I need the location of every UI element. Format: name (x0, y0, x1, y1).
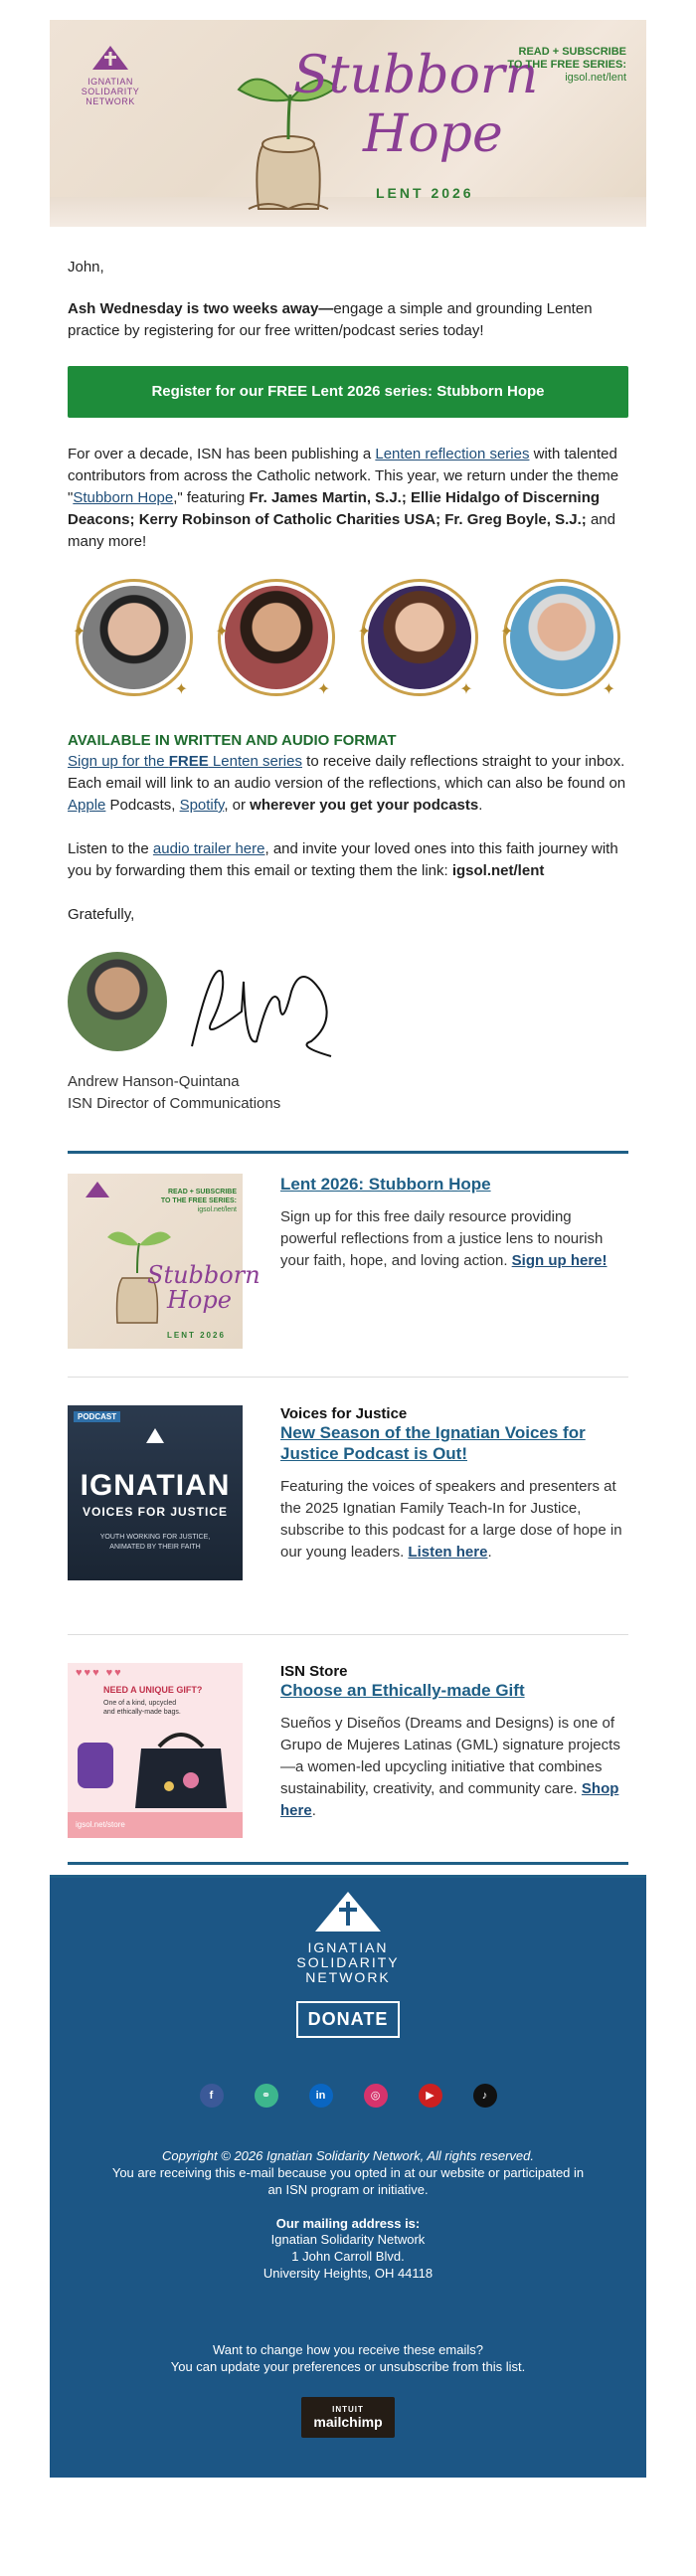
availability-end: . (478, 797, 483, 814)
para2-text-a: For over a decade, ISN has been publishing a (68, 446, 376, 462)
linkedin-icon[interactable]: in (309, 2084, 333, 2108)
store-thumb-footer: igsol.net/store (68, 1812, 243, 1838)
sparkle-icon: ✦ (73, 624, 87, 641)
svg-text:LENT 2026: LENT 2026 (167, 1331, 226, 1340)
footer (50, 1875, 646, 2478)
wherever-podcasts: wherever you get your podcasts (250, 797, 479, 814)
update-preferences-link[interactable]: You can update your preferences or unsubscribe from this list. (170, 2359, 526, 2374)
org-line-3: NETWORK (86, 96, 135, 106)
svg-text:Hope: Hope (167, 1286, 232, 1314)
listen-text-b: , and invite your loved ones into this faith journey with you by forwarding them this email or texting them the link: (68, 840, 618, 879)
card-kicker: Voices for Justice (280, 1405, 408, 1422)
signup-link-b: Lenten series (208, 753, 302, 770)
tote-bag-icon (129, 1729, 233, 1812)
stubborn-hope-link[interactable]: Stubborn Hope (73, 489, 174, 506)
card-desc-text: Sign up for this free daily resource providing powerful reflections from a justice lens to nourish your faith, hope, and loving action. (280, 1208, 604, 1269)
footer-legal (50, 2147, 646, 2198)
portrait-photo (510, 586, 613, 689)
podcast-subtitle-word: VOICES FOR JUSTICE (82, 1505, 229, 1519)
intuit-label: INTUIT (332, 2405, 364, 2414)
portrait-photo (83, 586, 186, 689)
intro-paragraph (68, 298, 628, 342)
svg-text:READ + SUBSCRIBE: READ + SUBSCRIBE (167, 1189, 237, 1196)
lent-thumbnail-art (68, 1174, 261, 1349)
banner-title-stubborn: Stubborn (293, 46, 539, 105)
sparkle-icon: ✦ (602, 681, 615, 698)
mailing-address (50, 2231, 646, 2282)
portrait-photo (225, 586, 328, 689)
store-thumb-heading: NEED A UNIQUE GIFT? (103, 1685, 203, 1695)
store-thumb-sub: One of a kind, upcycled and ethically-made bags. (103, 1700, 181, 1716)
series-paragraph (68, 444, 628, 553)
author-role: ISN Director of Communications (68, 1095, 281, 1112)
mailchimp-badge[interactable] (301, 2397, 394, 2438)
footer-logo-text[interactable] (50, 1940, 646, 1985)
store-thumbnail[interactable] (68, 1663, 243, 1838)
portrait-photo (368, 586, 471, 689)
share-url: igsol.net/lent (451, 862, 545, 879)
card-desc-text: Featuring the voices of speakers and presenters at the 2025 Ignatian Family Teach-In for Justice, subscribe to this podcast for a large dose of hope in our young leaders. (280, 1478, 622, 1561)
listen-text-a: Listen to the (68, 840, 153, 857)
footer-logo-line-3: NETWORK (305, 1969, 391, 1985)
banner-subscribe-callout[interactable] (507, 46, 626, 85)
para2-text-b: with talented contributors from across the Catholic network. This year, we return under the theme " (68, 446, 619, 506)
promo-card-store (68, 1663, 628, 1838)
card-text (280, 1174, 628, 1349)
isn-cross-icon (313, 1890, 383, 1933)
isn-cross-icon (145, 1427, 165, 1445)
sparkle-icon: ✦ (459, 681, 473, 698)
signup-free-link[interactable] (68, 753, 302, 770)
address-line-1: Ignatian Solidarity Network (270, 2232, 426, 2247)
donate-button[interactable]: DONATE (296, 2001, 401, 2038)
mailchimp-label: mailchimp (313, 2414, 383, 2430)
podcast-tagline: YOUTH WORKING FOR JUSTICE, ANIMATED BY THEIR FAITH (99, 1534, 211, 1551)
availability-text-1: to receive daily reflections straight to your inbox. Each email will link to an audio version of the reflections, which can also be found on (68, 753, 626, 792)
sparkle-icon: ✦ (499, 624, 514, 641)
card-text (280, 1405, 628, 1580)
banner-read-line-2: TO THE FREE SERIES: (507, 59, 626, 71)
para2-text-c: ," featuring (173, 489, 250, 506)
portrait-2 (215, 579, 335, 698)
availability-text-3: , or (224, 797, 251, 814)
podcast-badge: PODCAST (74, 1411, 120, 1422)
lenten-series-link[interactable]: Lenten reflection series (375, 446, 530, 462)
card-desc-end: . (487, 1544, 492, 1561)
paper-texture (50, 197, 646, 227)
email-container (50, 20, 646, 2478)
card-text (280, 1663, 628, 1838)
signup-link-a: Sign up for the (68, 753, 169, 770)
sparkle-icon: ✦ (357, 624, 372, 641)
sparkle-icon: ✦ (174, 681, 188, 698)
banner-title-hope: Hope (363, 104, 503, 164)
tiktok-icon[interactable]: ♪ (473, 2084, 497, 2108)
author-avatar (68, 952, 167, 1051)
sparkle-icon: ✦ (215, 624, 229, 641)
contributor-portraits (73, 579, 620, 698)
link-icon[interactable]: ⚭ (255, 2084, 278, 2108)
podcast-thumbnail[interactable] (68, 1405, 243, 1580)
footer-logo-line-1: IGNATIAN (307, 1939, 389, 1955)
availability-heading: AVAILABLE IN WRITTEN AND AUDIO FORMAT (68, 732, 397, 749)
isn-cross-icon (90, 44, 130, 74)
banner-subtitle: LENT 2026 (376, 185, 474, 201)
address-line-3: University Heights, OH 44118 (262, 2266, 434, 2281)
listen-here-link[interactable]: Listen here (408, 1544, 488, 1561)
signature-block (68, 952, 628, 1061)
card-description (280, 1206, 628, 1272)
apple-podcasts-link[interactable]: Apple (68, 797, 106, 814)
closing: Gratefully, (68, 906, 135, 923)
youtube-icon[interactable]: ▶ (419, 2084, 442, 2108)
svg-text:Stubborn: Stubborn (147, 1261, 261, 1289)
card-divider (68, 1377, 628, 1378)
author-name: Andrew Hanson-Quintana (68, 1073, 240, 1090)
footer-logo-line-2: SOLIDARITY (296, 1954, 400, 1970)
svg-text:TO THE FREE SERIES:: TO THE FREE SERIES: (160, 1197, 237, 1204)
social-links (50, 2084, 646, 2108)
instagram-icon[interactable]: ◎ (364, 2084, 388, 2108)
preferences-text (50, 2341, 646, 2375)
register-button[interactable]: Register for our FREE Lent 2026 series: Stubborn Hope (68, 366, 628, 418)
section-divider (68, 1862, 628, 1865)
greeting: John, (68, 259, 104, 276)
signature-text (68, 1071, 628, 1115)
card-divider (68, 1634, 628, 1635)
audio-trailer-link[interactable]: audio trailer here (152, 840, 265, 857)
header-banner[interactable] (50, 20, 646, 227)
change-line-1: Want to change how you receive these emails? (213, 2342, 483, 2357)
sparkle-icon: ✦ (316, 681, 331, 698)
card-description (280, 1713, 628, 1822)
portrait-3 (357, 579, 478, 698)
promo-card-podcast (68, 1405, 628, 1580)
availability-paragraph (68, 751, 628, 817)
intro-rest: engage a simple and grounding Lenten practice by registering for our free written/podcast series today! (68, 300, 593, 339)
availability-text-2: Podcasts, (105, 797, 180, 814)
org-line-1: IGNATIAN (87, 77, 133, 87)
sign-up-here-link[interactable]: Sign up here! (511, 1252, 608, 1269)
address-line-2: 1 John Carroll Blvd. (291, 2249, 405, 2264)
copyright: Copyright © 2026 Ignatian Solidarity Network, All rights reserved. (162, 2148, 534, 2163)
card-title-link[interactable]: New Season of the Ignatian Voices for Justice Podcast is Out! (280, 1423, 586, 1463)
card-desc-end: . (311, 1802, 316, 1819)
podcast-title-word: IGNATIAN (80, 1469, 231, 1502)
card-desc-text: Sueños y Diseños (Dreams and Designs) is one of Grupo de Mujeres Latinas (GML) signature projects—a women-led upcycling initiative that combines sustainability, creativity, and community care. (280, 1715, 620, 1797)
shop-here-link[interactable]: Shop here (280, 1780, 619, 1819)
intro-bold: Ash Wednesday is two weeks away— (68, 300, 334, 317)
org-line-2: SOLIDARITY (81, 87, 140, 96)
facebook-icon[interactable]: f (200, 2084, 224, 2108)
handwritten-signature (182, 952, 341, 1061)
portrait-4 (499, 579, 620, 698)
card-description (280, 1476, 628, 1564)
section-divider (68, 1151, 628, 1154)
mailing-address-heading: Our mailing address is: (275, 2216, 421, 2231)
listen-paragraph (68, 838, 628, 882)
card-title-link[interactable]: Choose an Ethically-made Gift (280, 1681, 525, 1700)
signup-link-free: FREE (168, 753, 209, 770)
contributor-names: Fr. James Martin, S.J.; Ellie Hidalgo of Discerning Deacons; Kerry Robinson of Catholic Charities USA; Fr. Greg Boyle, S.J.; (68, 489, 601, 528)
patch-icon (78, 1743, 113, 1788)
isn-logo[interactable] (76, 44, 145, 106)
card-title-link[interactable]: Lent 2026: Stubborn Hope (280, 1175, 491, 1194)
spotify-link[interactable]: Spotify (179, 797, 225, 814)
para2-text-d: and many more! (68, 511, 615, 550)
banner-url: igsol.net/lent (565, 72, 626, 84)
promo-card-lent (68, 1174, 628, 1349)
card-kicker: ISN Store (280, 1663, 348, 1680)
svg-text:igsol.net/lent: igsol.net/lent (197, 1206, 237, 1213)
portrait-1 (73, 579, 193, 698)
lent-thumbnail[interactable] (68, 1174, 261, 1349)
hearts-icon: ♥♥♥ ♥♥ (76, 1667, 123, 1679)
opt-in-reason: You are receiving this e-mail because you opted in at our website or participated in an ISN program or initiative. (111, 2165, 585, 2197)
banner-read-line-1: READ + SUBSCRIBE (518, 46, 626, 58)
